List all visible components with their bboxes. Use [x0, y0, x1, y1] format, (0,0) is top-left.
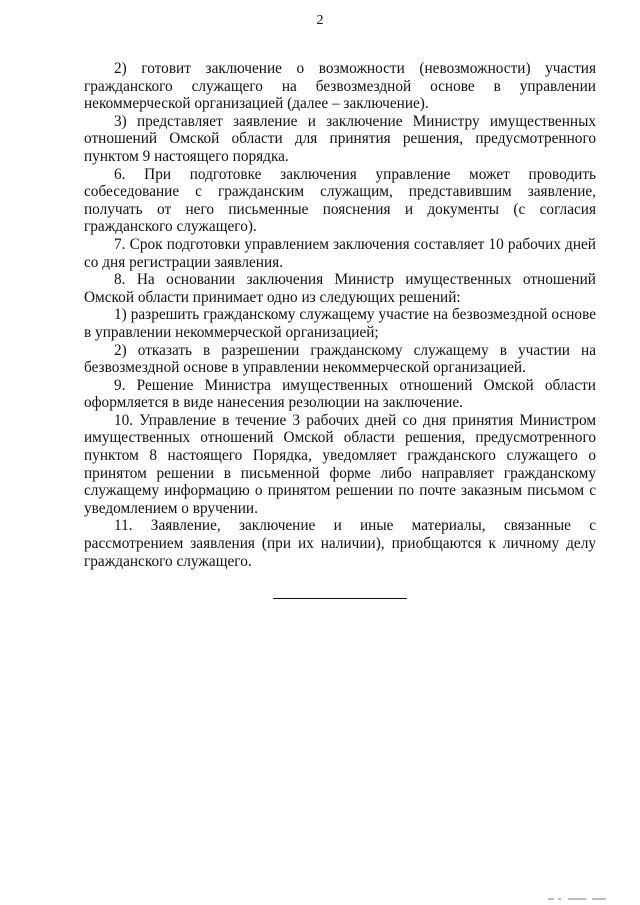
paragraph-8-option-2: 2) отказать в разрешении гражданскому служащему в участии на безвозмездной основе в управлении некоммерческой организацией. [84, 341, 596, 377]
paragraph-item-3: 3) представляет заявление и заключение Министру имущественных отношений Омской области для принятия решения, предусмотренного пунктом 9 настоящего порядка. [84, 112, 596, 165]
document-body [84, 60, 596, 570]
paragraph-10: 10. Управление в течение 3 рабочих дней со дня принятия Министром имущественных отношений Омской области решения, предусмотренного пунктом 8 настоящего Порядка, уведомляет гражданского служащего о принятом решении в письменной форме либо направляет гражданскому служащему информацию о принятом решении по почте заказным письмом с уведомлением о вручении. [84, 411, 596, 517]
paragraph-9: 9. Решение Министра имущественных отношений Омской области оформляется в виде нанесения резолюции на заключение. [84, 376, 596, 412]
page-number: 2 [316, 13, 324, 28]
scan-artifact [548, 898, 618, 902]
paragraph-item-2: 2) готовит заключение о возможности (невозможности) участия гражданского служащего на безвозмездной основе в управлении некоммерческой организацией (далее – заключение). [84, 60, 596, 113]
paragraph-6: 6. При подготовке заключения управление может проводить собеседование с гражданским служащим, представившим заявление, получать от него письменные пояснения и документы (с согласия гражданского служащего). [84, 165, 596, 236]
paragraph-8-option-1: 1) разрешить гражданскому служащему участие на безвозмездной основе в управлении некоммерческой организацией; [84, 306, 596, 341]
paragraph-7: 7. Срок подготовки управлением заключения составляет 10 рабочих дней со дня регистрации заявления. [84, 235, 596, 271]
paragraph-8: 8. На основании заключения Министр имущественных отношений Омской области принимает одно из следующих решений: [84, 271, 596, 306]
end-divider-line [273, 598, 407, 599]
paragraph-11: 11. Заявление, заключение и иные материалы, связанные с рассмотрением заявления (при их наличии), приобщаются к личному делу гражданского служащего. [84, 517, 596, 570]
